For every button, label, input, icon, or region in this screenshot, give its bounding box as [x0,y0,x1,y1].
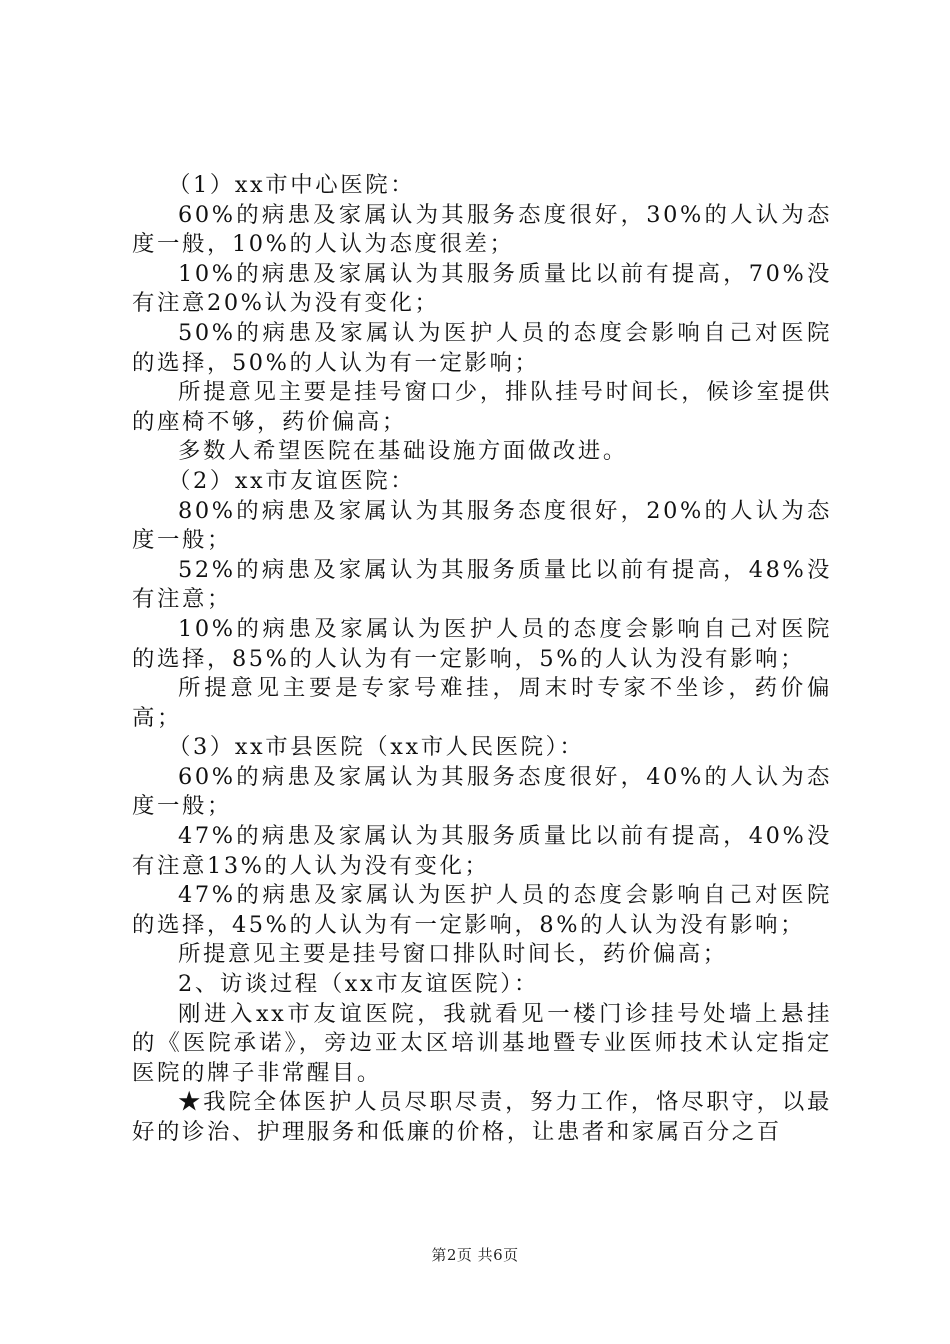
paragraph: 多数人希望医院在基础设施方面做改进。 [178,438,628,465]
paragraph: 10%的病患及家属认为其服务质量比以前有提高，70%没有注意20%认为没有变化； [132,260,832,317]
paragraph: 80%的病患及家属认为其服务态度很好，20%的人认为态度一般； [132,497,832,554]
paragraph: 所提意见主要是挂号窗口少，排队挂号时间长，候诊室提供的座椅不够，药价偏高； [132,379,832,435]
paragraph: ★我院全体医护人员尽职尽责，努力工作，恪尽职守，以最好的诊治、护理服务和低廉的价格，让患者和家属百分之百 [132,1089,832,1145]
section-heading-1: （1）xx市中心医院： [168,172,416,198]
section-heading-interview: 2、访谈过程（xx市友谊医院）： [178,971,539,998]
page-number-footer: 第2页 共6页 [431,1246,519,1264]
paragraph: 50%的病患及家属认为医护人员的态度会影响自己对医院的选择，50%的人认为有一定影响； [132,319,832,376]
paragraph: 所提意见主要是专家号难挂，周末时专家不坐诊，药价偏高； [132,675,832,731]
paragraph: 52%的病患及家属认为其服务质量比以前有提高，48%没有注意； [132,556,832,613]
paragraph: 47%的病患及家属认为其服务质量比以前有提高，40%没有注意13%的人认为没有变化； [132,823,832,879]
section-heading-2: （2）xx市友谊医院： [168,467,416,494]
paragraph: 10%的病患及家属认为医护人员的态度会影响自己对医院的选择，85%的人认为有一定影响，5%的人认为没有影响； [132,615,832,672]
document-body [132,171,832,1148]
paragraph: 刚进入xx市友谊医院，我就看见一楼门诊挂号处墙上悬挂的《医院承诺》，旁边亚太区培训基地暨专业医师技术认定指定医院的牌子非常醒目。 [132,1000,832,1086]
paragraph: 60%的病患及家属认为其服务态度很好，40%的人认为态度一般； [132,763,832,820]
section-heading-3: （3）xx市县医院（xx市人民医院）： [168,734,585,761]
paragraph: 所提意见主要是挂号窗口排队时间长，药价偏高； [178,941,728,968]
paragraph: 60%的病患及家属认为其服务态度很好，30%的人认为态度一般，10%的人认为态度很差； [132,201,832,258]
paragraph: 47%的病患及家属认为医护人员的态度会影响自己对医院的选择，45%的人认为有一定影响，8%的人认为没有影响； [132,882,832,938]
